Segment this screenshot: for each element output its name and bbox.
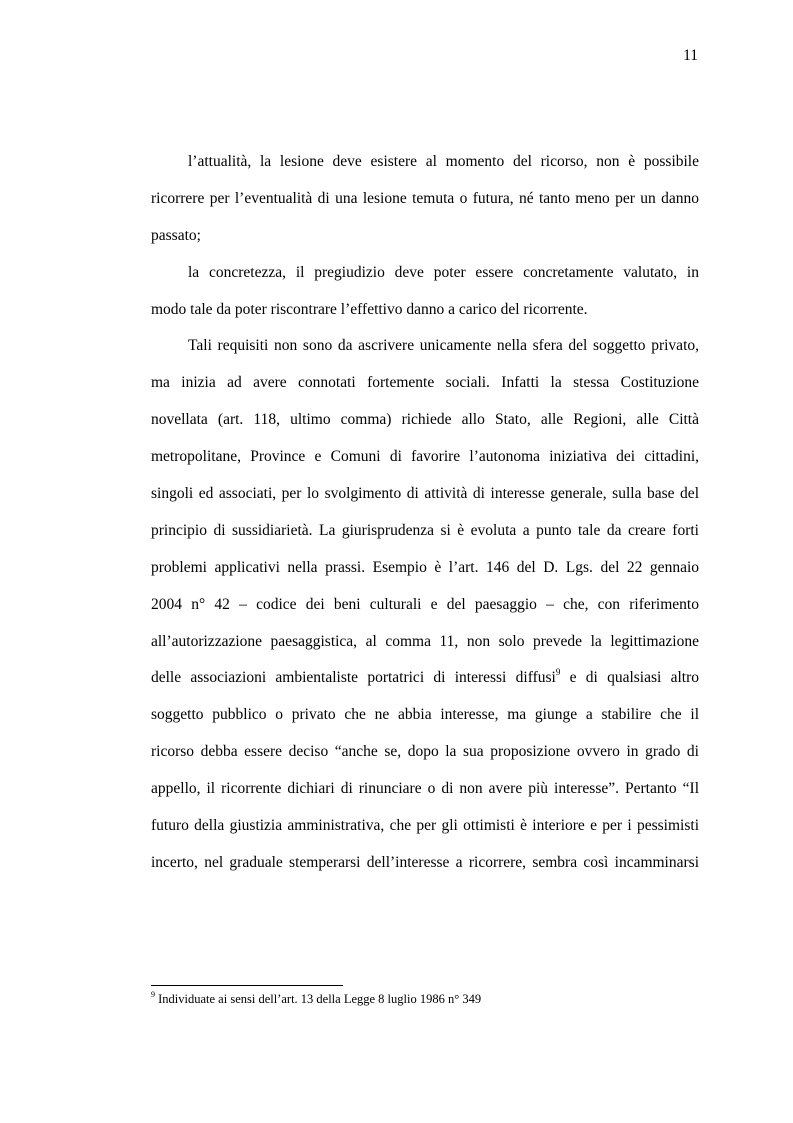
text-line: problemi applicativi nella prassi. Esempio è l’art. 146 del D. Lgs. del 22 gennaio [151,558,699,576]
text-line: Tali requisiti non sono da ascrivere unicamente nella sfera del soggetto privato, [188,337,699,355]
body-text [151,144,699,882]
text-line: appello, il ricorrente dichiari di rinunciare o di non avere più interesse”. Pertanto “Il [151,780,699,798]
text-line: all’autorizzazione paesaggistica, al comma 11, non solo prevede la legittimazione [151,632,699,650]
footnote-separator [151,985,343,986]
text-line: novellata (art. 118, ultimo comma) richiede allo Stato, alle Regioni, alle Città [151,411,699,429]
text-line: metropolitane, Province e Comuni di favorire l’autonoma iniziativa dei cittadini, [151,448,699,466]
text-line: futuro della giustizia amministrativa, che per gli ottimisti è interiore e per i pessimisti [151,817,699,835]
footnote-marker: 9 [151,989,155,999]
text-line: l’attualità, la lesione deve esistere al momento del ricorso, non è possibile [188,153,699,170]
page-number: 11 [683,47,698,64]
text-line: ricorrere per l’eventualità di una lesione temuta o futura, né tanto meno per un danno [151,189,699,207]
footnote-reference: 9 [555,667,561,678]
text-line: passato; [151,226,201,244]
text-line: singoli ed associati, per lo svolgimento di attività di interesse generale, sulla base del [151,485,699,503]
text-line: ma inizia ad avere connotati fortemente sociali. Infatti la stessa Costituzione [151,374,699,392]
text-line: soggetto pubblico o privato che ne abbia interesse, ma giunge a stabilire che il [151,706,699,724]
text-line-part: delle associazioni ambientaliste portatrici di interessi diffusi [151,669,556,687]
text-line: modo tale da poter riscontrare l’effettivo danno a carico del ricorrente. [151,300,588,318]
footnote [151,989,482,1007]
text-line: 2004 n° 42 – codice dei beni culturali e del paesaggio – che, con riferimento [151,595,699,613]
text-line: la concretezza, il pregiudizio deve poter essere concretamente valutato, in [188,263,699,281]
text-line-part: e di qualsiasi altro [560,669,699,687]
text-line [151,660,699,697]
footnote-text: Individuate ai sensi dell’art. 13 della Legge 8 luglio 1986 n° 349 [155,992,482,1006]
text-line: principio di sussidiarietà. La giurisprudenza si è evoluta a punto tale da creare forti [151,521,699,539]
text-line: incerto, nel graduale stemperarsi dell’interesse a ricorrere, sembra così incamminarsi [151,853,699,871]
text-line: ricorso debba essere deciso “anche se, dopo la sua proposizione ovvero in grado di [151,743,699,761]
